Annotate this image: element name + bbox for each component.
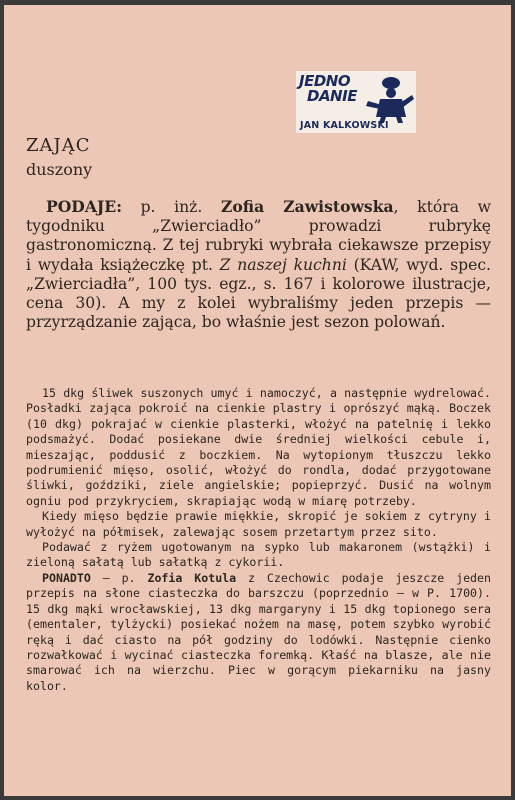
- intro-text-1: p. inż.: [121, 198, 221, 216]
- recipe-paragraph-1: 15 dkg śliwek suszonych umyć i namoczyć, a następnie wydrelować. Posładki zająca pokroić na cienkie plastry i oprószyć mąką. Boczek (10 dkg) pokrajać w cienkie plasterki, włożyć na patelnię i lekko podsmażyć. Dodać posiekane dwie średniej wielkości cebule i, mieszając, poddusić z boczkiem. Na wytopionym tłuszczu lekko podrumienić mięso, osolić, włożyć do rondla, dodać przygotowane śliwki, goździki, ziele angielskie; popieprzyć. Dusić na wolnym ogniu pod przykryciem, skrapiając wodą w miarę potrzeby.: [26, 386, 491, 508]
- logo-line-1: JEDNO: [299, 72, 351, 90]
- article-subtitle: duszony: [26, 160, 93, 179]
- intro-paragraph: [26, 197, 491, 332]
- intro-text-3: (KAW, wyd. spec. „Zwierciadła”, 100 tys. egz., s. 167 i kolorowe ilustracje, cena 30). A my z kolei wybraliśmy jeden przepis — przyrządzanie zająca, bo właśnie jest sezon polowań.: [26, 255, 492, 332]
- recipe-paragraph-2: Kiedy mięso będzie prawie miękkie, skropić je sokiem z cytryny i wyłożyć na półmisek, zalewając sosem przetartym przez sito.: [26, 509, 491, 539]
- ponadto-text-2: z Czechowic podaje jeszcze jeden przepis na słone ciasteczka do barszczu (poprzednio — w P. 1700). 15 dkg mąki wrocławskiej, 13 dkg margaryny i 15 dkg topionego sera (ementaler, tylżycki) posiekać nożem na masę, potem szybko wyrobić ręką i dać ciasto na pół godziny do lodówki. Następnie cienko rozwałkować i wycinać ciasteczka foremką. Kłaść na blasze, ale nie smarować ich na wierzchu. Piec w gorącym piekarniku na jasny kolor.: [26, 570, 491, 693]
- ponadto-text-1: — p.: [90, 570, 148, 585]
- ponadto-paragraph: [26, 571, 491, 694]
- recipe-body: [26, 386, 491, 694]
- logo-author: JAN KALKOWSKI: [300, 120, 389, 131]
- article-title: ZAJĄC: [26, 135, 91, 156]
- intro-lead: PODAJE:: [46, 197, 122, 216]
- intro-author: Zofia Zawistowska: [220, 197, 394, 216]
- logo-line-2: DANIE: [307, 87, 357, 105]
- intro-book-title: Z naszej kuchni: [219, 255, 347, 274]
- ponadto-person: Zofia Kotula: [147, 570, 237, 585]
- newspaper-clipping: [4, 5, 511, 796]
- logo-title: [299, 74, 389, 104]
- column-logo: [296, 71, 416, 133]
- intro-text-2: , która w tygodniku „Zwierciadło” prowadzi rubrykę gastronomiczną. Z tej rubryki wybrała ciekawsze przepisy i wydała książeczkę pt.: [26, 198, 492, 274]
- recipe-paragraph-3: Podawać z ryżem ugotowanym na sypko lub makaronem (wstążki) i zieloną sałatą lub sałatką z cykorii.: [26, 540, 491, 570]
- ponadto-lead: PONADTO: [42, 570, 91, 585]
